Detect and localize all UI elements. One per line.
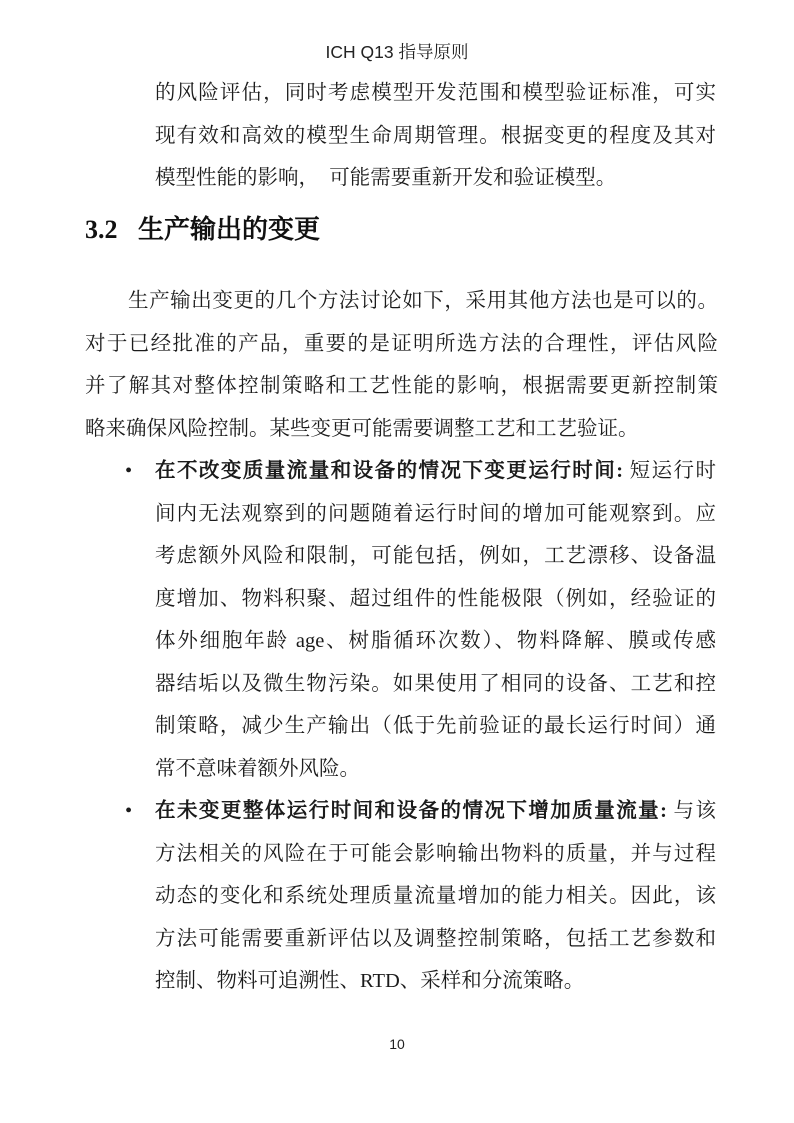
bullet-icon: • xyxy=(125,800,133,822)
text-line: 对于已经批准的产品，重要的是证明所选方法的合理性，评估风险 xyxy=(85,332,718,355)
bullet-lead-tail: 与该 xyxy=(666,800,717,822)
bullet-bold-lead: 在未变更整体运行时间和设备的情况下增加质量流量: xyxy=(155,800,667,822)
text-line: 体外细胞年龄 age、树脂循环次数）、物料降解、膜或传感 xyxy=(155,630,716,652)
text-line: 方法相关的风险在于可能会影响输出物料的质量，并与过程 xyxy=(155,842,716,865)
intro-paragraph xyxy=(85,280,718,450)
text-line xyxy=(155,790,716,833)
text-line: 制策略，减少生产输出（低于先前验证的最长运行时间）通 xyxy=(155,715,716,737)
text-line: 现有效和高效的模型生命周期管理。根据变更的程度及其对 xyxy=(155,124,716,147)
section-title: 生产输出的变更 xyxy=(138,215,321,244)
section-heading xyxy=(85,212,320,248)
text-line: 的风险评估，同时考虑模型开发范围和模型验证标准，可实 xyxy=(155,82,716,104)
bullet-item-mass-flow-increase xyxy=(155,790,716,1003)
section-number: 3.2 xyxy=(85,215,118,244)
text-line: 并了解其对整体控制策略和工艺性能的影响，根据需要更新控制策 xyxy=(85,375,718,397)
bullet-item-run-time-change xyxy=(155,450,716,790)
text-line: 生产输出变更的几个方法讨论如下，采用其他方法也是可以的。 xyxy=(128,290,718,312)
text-line: 动态的变化和系统处理质量流量增加的能力相关。因此，该 xyxy=(155,885,716,907)
bullet-lead-tail: 短运行时 xyxy=(623,460,717,482)
bullet-bold-lead: 在不改变质量流量和设备的情况下变更运行时间: xyxy=(155,460,624,482)
page-number: 10 xyxy=(389,1036,405,1052)
text-line xyxy=(155,450,716,493)
text-line: 模型性能的影响， 可能需要重新开发和验证模型。 xyxy=(155,167,617,189)
page-header: ICH Q13 指导原则 xyxy=(325,42,469,62)
text-line: 器结垢以及微生物污染。如果使用了相同的设备、工艺和控 xyxy=(155,672,716,695)
text-line: 控制、物料可追溯性、RTD、采样和分流策略。 xyxy=(155,970,585,992)
text-line: 间内无法观察到的问题随着运行时间的增加可能观察到。应 xyxy=(155,502,716,525)
text-line: 方法可能需要重新评估以及调整控制策略，包括工艺参数和 xyxy=(155,927,716,950)
text-line: 考虑额外风险和限制，可能包括，例如，工艺漂移、设备温 xyxy=(155,545,716,567)
continued-paragraph xyxy=(155,72,716,200)
text-line: 略来确保风险控制。某些变更可能需要调整工艺和工艺验证。 xyxy=(85,417,639,440)
text-line: 常不意味着额外风险。 xyxy=(155,757,360,780)
bullet-icon: • xyxy=(125,460,133,482)
text-line: 度增加、物料积聚、超过组件的性能极限（例如，经验证的 xyxy=(155,587,716,610)
